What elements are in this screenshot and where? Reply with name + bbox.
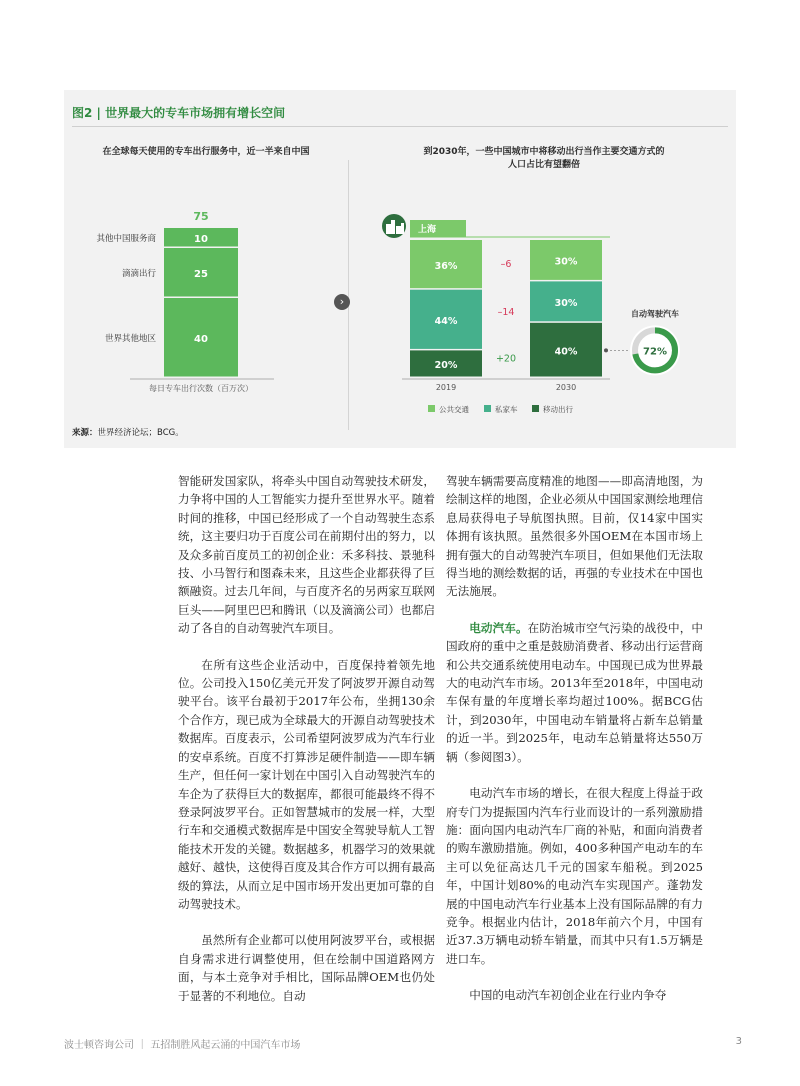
arrow-right-icon: ›: [334, 294, 350, 310]
legend-swatch: [532, 405, 539, 412]
right-bar-value: 36%: [434, 260, 458, 272]
legend-swatch: [428, 405, 435, 412]
right-change-label: –6: [500, 258, 512, 270]
right-paragraph-3: 电动汽车市场的增长，在很大程度上得益于政府专门为提振国内汽车行业而设计的一系列激励措施：面向国内电动汽车厂商的补贴，和面向消费者的购车激励措施。例如，400多种国产电动车的车主可以免征高达几千元的国家车船税。到2025年，中国计划80%的电动汽车实现国产。蓬勃发展的中国电动汽车行业基本上没有国际品牌的有力竞争。根据业内估计，2018年前六个月，中国有近37.3万辆电动轿车销量，而其中只有1.5万辆是进口车。: [446, 786, 703, 966]
left-bar-category: 其他中国服务商: [96, 234, 156, 244]
city-building-shape: [386, 224, 391, 234]
gauge-connector-dot: [604, 348, 608, 352]
source-label: 来源：: [72, 428, 98, 438]
left-paragraph-1: 智能研发国家队，将牵头中国自动驾驶技术研发，力争将中国的人工智能实力提升至世界水平。随着时间的推移，中国已经形成了一个自动驾驶生态系统，这主要归功于百度公司在前期付出的努力，以及众多前百度员工的初创企业：禾多科技、景驰科技、小马智行和图森未来，且这些企业都获得了巨额融资。过去几年间，与百度齐名的另两家互联网巨头——阿里巴巴和腾讯（以及滴滴公司）也都启动了各自的自动驾驶汽车项目。: [178, 474, 435, 636]
gauge-label: 自动驾驶汽车: [631, 309, 679, 319]
city-building-shape: [391, 220, 395, 234]
legend-label: 移动出行: [543, 405, 573, 414]
footer-text: 波士顿咨询公司 ｜ 五招制胜风起云涌的中国汽车市场: [64, 1040, 301, 1051]
left-paragraph-2: 在所有这些企业活动中，百度保持着领先地位。公司投入150亿美元开发了阿波罗开源自动驾驶平台。该平台最初于2017年公布，坐拥130余个合作方，现已成为全球最大的开源自动驾驶技术数据库。百度表示，公司希望阿波罗成为汽车行业的安卓系统。百度不打算涉足硬件制造——即车辆生产，但任何一家计划在中国引入自动驾驶汽车的车企为了获得巨大的数据库，都很可能最终不得不登录阿波罗平台。正如智慧城市的发展一样，大型行车和交通模式数据库是中国安全驾驶导航人工智能技术开发的关键。数据越多，机器学习的效果就越好、越快，这使得百度及其合作方可以拥有最高级的算法，从而立足中国市场开发出更加可靠的自动驾驶技术。: [178, 657, 435, 911]
left-chart-subtitle: 在全球每天使用的专车出行服务中，近一半来自中国: [102, 147, 310, 157]
body-column-left: [178, 472, 435, 1023]
right-axis-tick: 2030: [555, 383, 577, 392]
gauge-value: 72%: [643, 346, 667, 358]
left-bar-value: 40: [194, 334, 208, 345]
left-bar-category: 世界其他地区: [104, 334, 156, 344]
legend-swatch: [484, 405, 491, 412]
right-subtitle-line-1: 到2030年，一些中国城市中将移动出行当作主要交通方式的: [423, 147, 665, 157]
figure-source: [72, 426, 184, 438]
body-column-right: [446, 472, 703, 1023]
city-building-shape: [401, 223, 404, 234]
right-bar-value: 40%: [554, 346, 578, 358]
right-subtitle-line-2: 人口占比有望翻倍: [507, 160, 580, 170]
right-change-label: +20: [495, 353, 517, 365]
ev-paragraph-text: 在防治城市空气污染的战役中，中国政府的重中之重是鼓励消费者、移动出行运营商和公共交通系统使用电动车。中国现已成为世界最大的电动汽车市场。2013年至2018年，中国电动车保有量的年度增长率均超过100%。据BCG估计，到2030年，中国电动车销量将占新车总销量的近一半。到2025年，电动车总销量将达550万辆（参阅图3）。: [446, 620, 703, 764]
right-change-label: –14: [497, 307, 515, 319]
ev-heading: 电动汽车。: [469, 620, 528, 635]
right-paragraph-1: 驾驶车辆需要高度精准的地图——即高清地图，为绘制这样的地图，企业必须从中国国家测绘地理信息局获得电子导航图执照。目前，仅14家中国实体拥有该执照。虽然很多外国OEM在本国市场上拥有强大的自动驾驶汽车项目，但如果他们无法取得当地的测绘数据的话，再强的专业技术在中国也无法施展。: [446, 474, 703, 599]
right-paragraph-2: [446, 619, 703, 766]
left-bar-value: 10: [194, 234, 208, 245]
city-label: 上海: [418, 225, 437, 235]
right-bar-value: 20%: [434, 360, 458, 372]
left-bar-total: 75: [193, 210, 209, 223]
source-text: 世界经济论坛；BCG。: [97, 428, 184, 438]
figure-title: 图2 | 世界最大的专车市场拥有增长空间: [72, 106, 286, 120]
right-bar-value: 30%: [554, 298, 578, 310]
figure-panel: [64, 90, 736, 448]
legend-label: 公共交通: [439, 405, 469, 414]
legend-label: 私家车: [495, 405, 518, 414]
left-paragraph-3: 虽然所有企业都可以使用阿波罗平台，或根据自身需求进行调整使用，但在绘制中国道路网方面，与本土竞争对手相比，国际品牌OEM也仍处于显著的不利地位。自动: [178, 933, 435, 1003]
right-bar-value: 44%: [434, 316, 458, 328]
right-bar-value: 30%: [554, 256, 578, 268]
left-bar-value: 25: [194, 269, 208, 280]
page-number: 3: [735, 1036, 742, 1047]
city-building-shape: [396, 226, 401, 234]
left-bar-category: 滴滴出行: [121, 269, 156, 279]
right-paragraph-4: 中国的电动汽车初创企业在行业内争夺: [469, 988, 667, 1003]
right-axis-tick: 2019: [435, 383, 457, 392]
left-axis-label: 每日专车出行次数（百万次）: [149, 384, 253, 393]
charts-svg: [64, 90, 736, 448]
